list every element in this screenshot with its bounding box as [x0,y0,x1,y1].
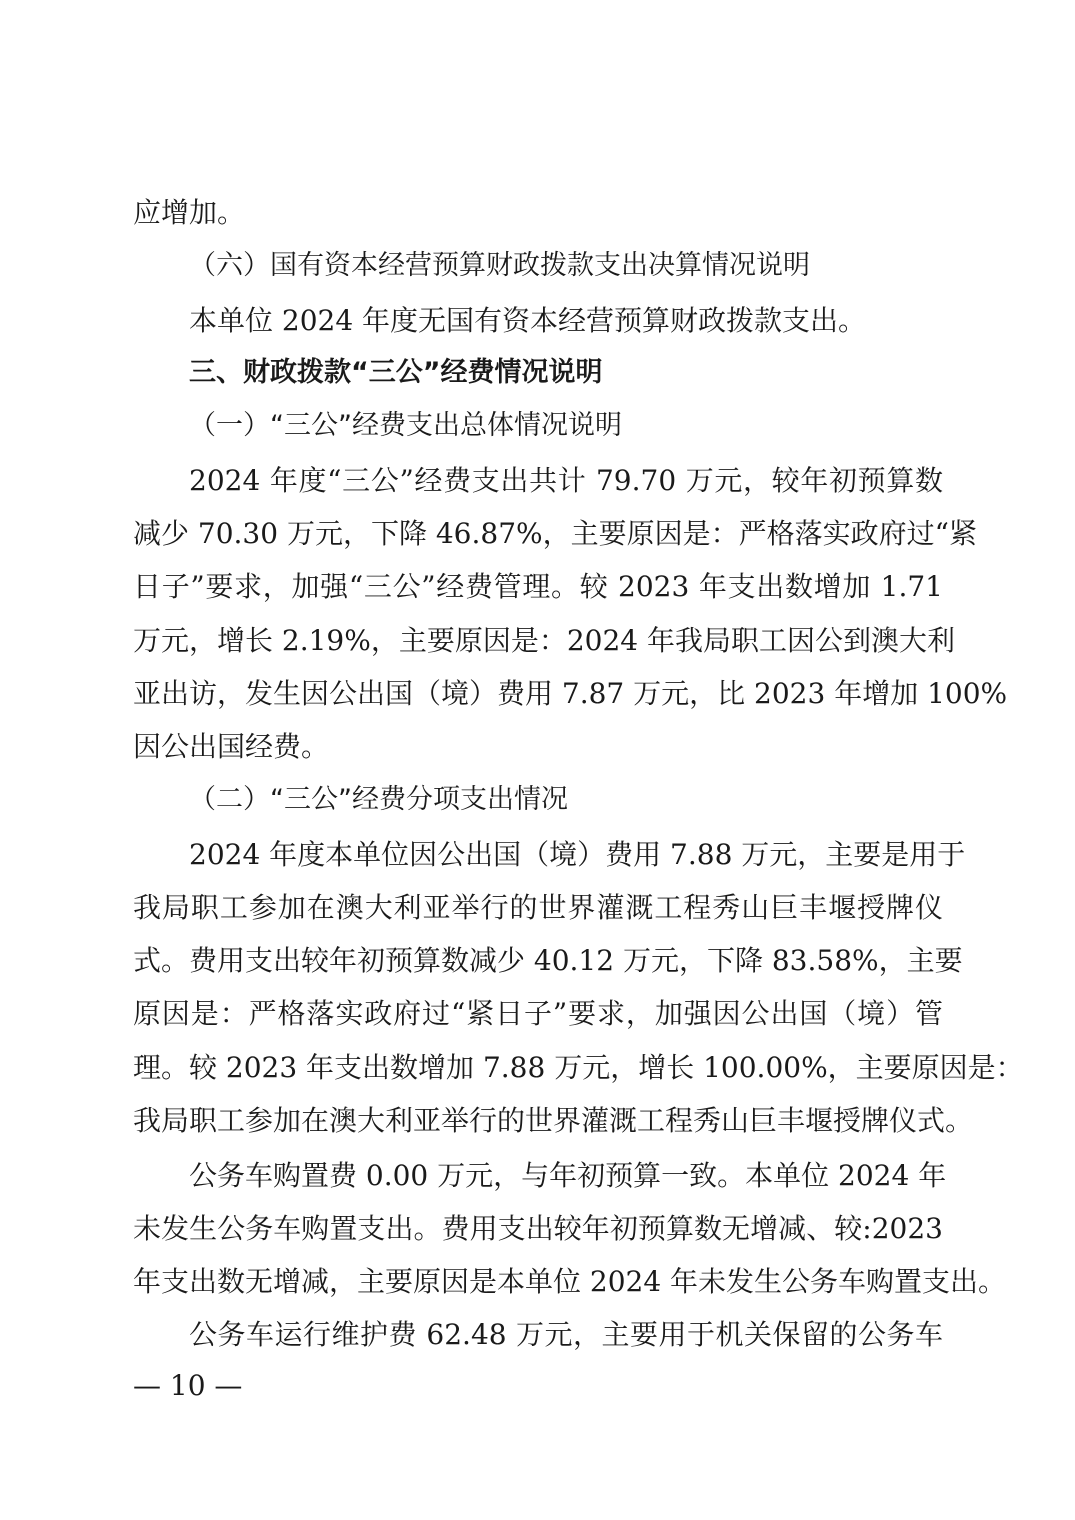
text-line: 减少 70.30 万元，下降 46.87%，主要原因是：严格落实政府过“紧 [133,517,977,550]
text-line: 万元，增长 2.19%，主要原因是：2024 年我局职工因公到澳大利 [133,624,956,657]
text-line: 未发生公务车购置支出。费用支出较年初预算数无增减、较:2023 [133,1212,943,1245]
text-line: 本单位 2024 年度无国有资本经营预算财政拨款支出。 [189,304,867,337]
text-line: 理。较 2023 年支出数增加 7.88 万元，增长 100.00%，主要原因是： [133,1051,1024,1084]
text-line: 原因是：严格落实政府过“紧日子”要求，加强因公出国（境）管 [133,997,943,1030]
text-line: 公务车运行维护费 62.48 万元，主要用于机关保留的公务车 [189,1318,943,1351]
section-heading: 三、财政拨款“三公”经费情况说明 [189,357,603,388]
subsection-heading: （一）“三公”经费支出总体情况说明 [189,410,622,441]
text-line: 应增加。 [133,196,246,229]
text-line: 亚出访，发生因公出国（境）费用 7.87 万元，比 2023 年增加 100% [133,677,1008,710]
text-line: 我局职工参加在澳大利亚举行的世界灌溉工程秀山巨丰堰授牌仪式。 [133,1104,974,1137]
subsection-heading: （六）国有资本经营预算财政拨款支出决算情况说明 [189,250,810,281]
text-line: 因公出国经费。 [133,730,330,763]
text-line: 式。费用支出较年初预算数减少 40.12 万元，下降 83.58%，主要 [133,944,963,977]
text-line: 公务车购置费 0.00 万元，与年初预算一致。本单位 2024 年 [189,1159,947,1192]
text-line: 2024 年度“三公”经费支出共计 79.70 万元，较年初预算数 [189,464,943,497]
text-line: 我局职工参加在澳大利亚举行的世界灌溉工程秀山巨丰堰授牌仪 [133,891,943,924]
text-line: 日子”要求，加强“三公”经费管理。较 2023 年支出数增加 1.71 [133,570,943,603]
page-number: — 10 — [133,1369,243,1402]
text-line: 2024 年度本单位因公出国（境）费用 7.88 万元，主要是用于 [189,838,966,871]
subsection-heading: （二）“三公”经费分项支出情况 [189,784,568,815]
text-line: 年支出数无增减，主要原因是本单位 2024 年未发生公务车购置支出。 [133,1265,1007,1298]
